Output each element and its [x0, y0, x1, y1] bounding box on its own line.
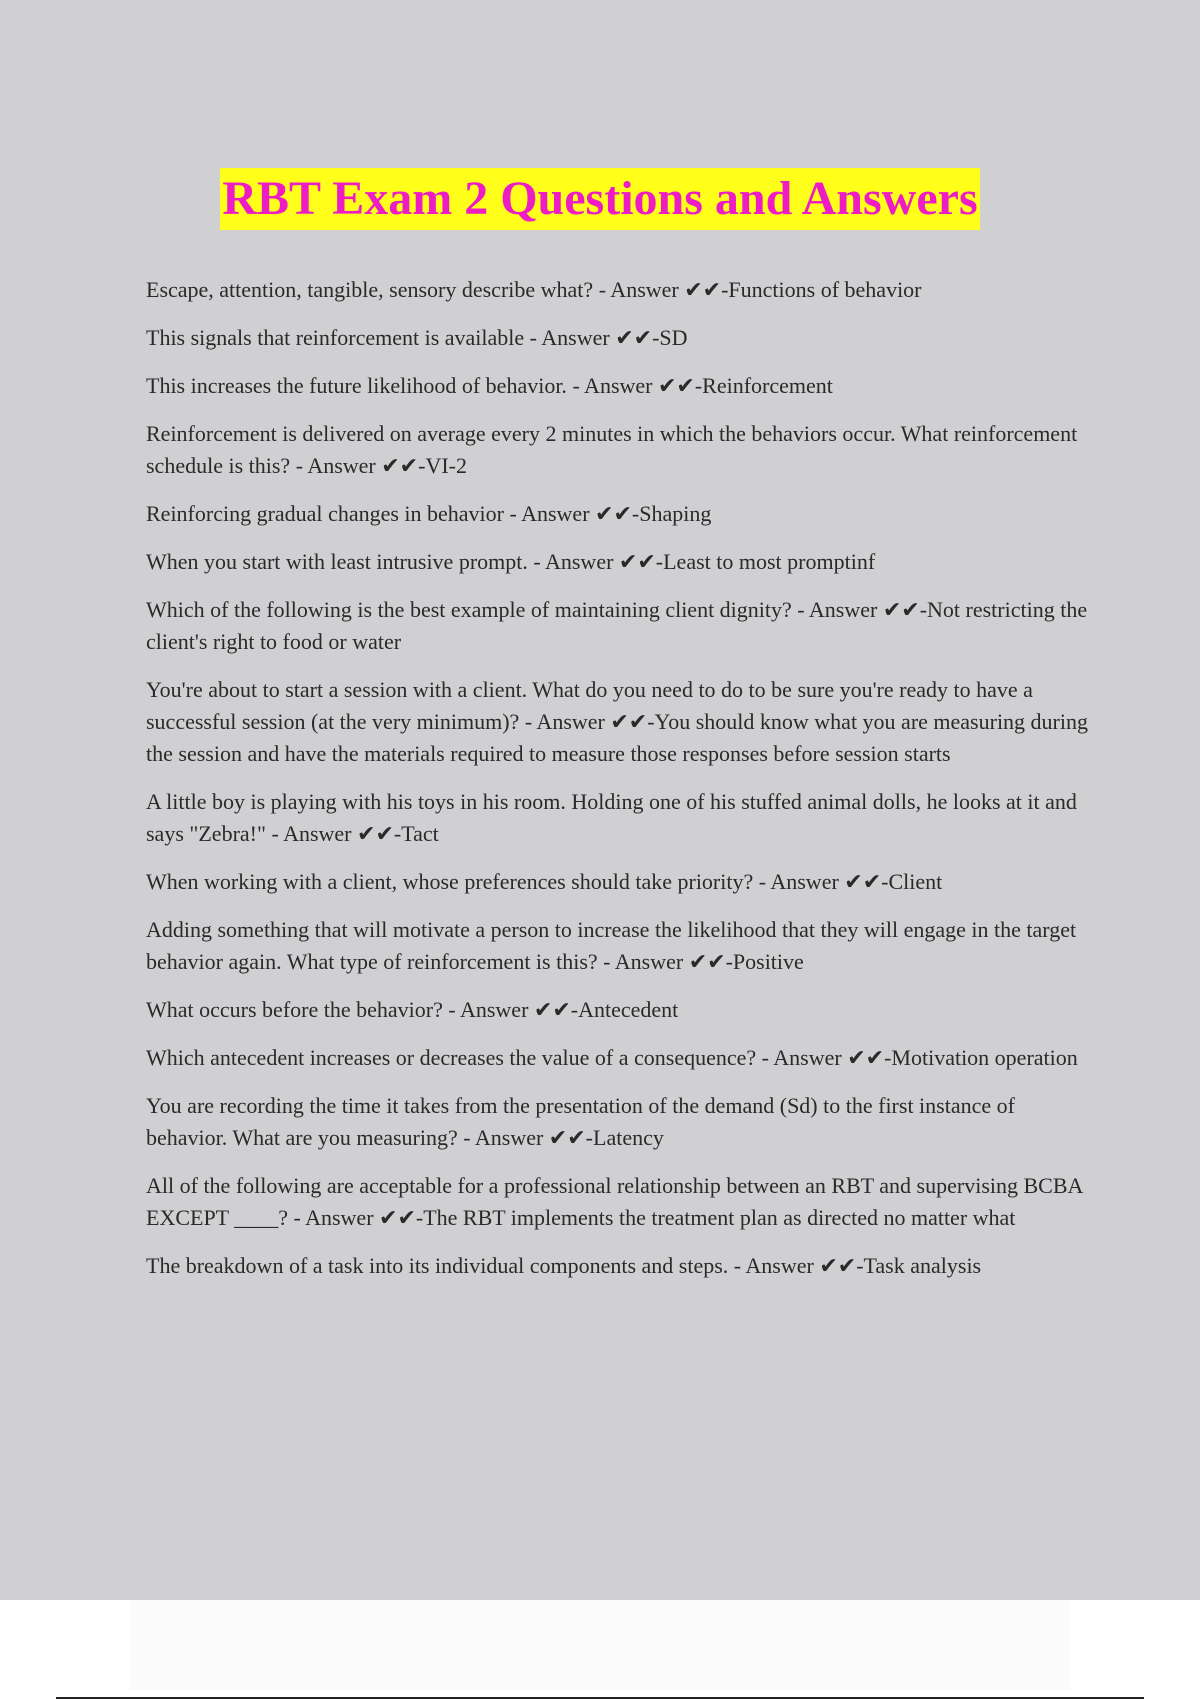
question-text: You are recording the time it takes from the presentation of the demand (Sd) to the first instance of behavior. What are you measuring?: [146, 1093, 1015, 1150]
question-text: Escape, attention, tangible, sensory describe what?: [146, 277, 594, 302]
answer-text: Functions of behavior: [728, 277, 922, 302]
question-text: A little boy is playing with his toys in his room. Holding one of his stuffed animal dolls, he looks at it and says "Zebra!": [146, 789, 1077, 846]
question-text: Adding something that will motivate a person to increase the likelihood that they will engage in the target behavior again. What type of reinforcement is this?: [146, 917, 1077, 974]
bottom-rule: [56, 1697, 1144, 1699]
answer-marker: - Answer ✔✔-: [753, 869, 889, 894]
answer-text: SD: [659, 325, 688, 350]
question-text: This signals that reinforcement is available: [146, 325, 525, 350]
qa-item: [146, 1170, 1096, 1234]
qa-item: [146, 994, 1096, 1026]
qa-item: [146, 322, 1096, 354]
answer-text: Not restricting the client's right to food or water: [146, 597, 1088, 654]
question-text: This increases the future likelihood of behavior.: [146, 373, 567, 398]
answer-text: Tact: [401, 821, 439, 846]
question-text: Which of the following is the best example of maintaining client dignity?: [146, 597, 792, 622]
answer-marker: - Answer ✔✔-: [791, 597, 928, 622]
qa-item: [146, 674, 1096, 770]
answer-text: VI-2: [425, 453, 467, 478]
answer-text: The RBT implements the treatment plan as directed no matter what: [423, 1205, 1016, 1230]
answer-marker: - Answer ✔✔-: [290, 453, 426, 478]
answer-marker: - Answer ✔✔-: [597, 949, 733, 974]
answer-marker: - Answer ✔✔-: [442, 997, 579, 1022]
answer-text: Task analysis: [863, 1253, 982, 1278]
answer-marker: - Answer ✔✔-: [756, 1045, 892, 1070]
answer-text: Client: [888, 869, 943, 894]
answer-marker: - Answer ✔✔-: [503, 501, 640, 526]
question-text: Which antecedent increases or decreases the value of a consequence?: [146, 1045, 757, 1070]
question-text: You're about to start a session with a client. What do you need to do to be sure you're ready to have a successful session (at the very minimum)?: [146, 677, 1033, 734]
question-text: When you start with least intrusive prompt.: [146, 549, 528, 574]
qa-item: [146, 786, 1096, 850]
answer-text: You should know what you are measuring during the session and have the materials required to measure those responses before session starts: [146, 709, 1088, 766]
qa-item: [146, 418, 1096, 482]
answer-marker: - Answer ✔✔-: [265, 821, 402, 846]
qa-list: [146, 274, 1096, 1282]
answer-text: Shaping: [639, 501, 712, 526]
question-text: The breakdown of a task into its individual components and steps.: [146, 1253, 729, 1278]
qa-item: [146, 498, 1096, 530]
answer-text: Antecedent: [578, 997, 679, 1022]
lower-page-band: [130, 1600, 1070, 1690]
answer-text: Reinforcement: [702, 373, 833, 398]
qa-item: [146, 1042, 1096, 1074]
question-text: What occurs before the behavior?: [146, 997, 443, 1022]
answer-marker: - Answer ✔✔-: [524, 325, 660, 350]
qa-item: [146, 546, 1096, 578]
title-wrapper: [0, 168, 1200, 230]
answer-marker: - Answer ✔✔-: [728, 1253, 864, 1278]
document-title: RBT Exam 2 Questions and Answers: [220, 168, 979, 230]
qa-item: [146, 274, 1096, 306]
qa-item: [146, 594, 1096, 658]
answer-text: Latency: [593, 1125, 664, 1150]
answer-marker: - Answer ✔✔-: [527, 549, 664, 574]
answer-text: Motivation operation: [891, 1045, 1078, 1070]
question-text: When working with a client, whose preferences should take priority?: [146, 869, 754, 894]
answer-marker: - Answer ✔✔-: [457, 1125, 593, 1150]
answer-marker: - Answer ✔✔-: [593, 277, 729, 302]
question-text: Reinforcing gradual changes in behavior: [146, 501, 504, 526]
qa-item: [146, 1250, 1096, 1282]
qa-item: [146, 370, 1096, 402]
qa-item: [146, 1090, 1096, 1154]
qa-item: [146, 914, 1096, 978]
question-text: All of the following are acceptable for a professional relationship between an RBT and supervising BCBA EXCEPT ____?: [146, 1173, 1083, 1230]
answer-text: Positive: [732, 949, 804, 974]
answer-marker: - Answer ✔✔-: [566, 373, 703, 398]
question-text: Reinforcement is delivered on average every 2 minutes in which the behaviors occur. What reinforcement schedule is this?: [146, 421, 1078, 478]
answer-marker: - Answer ✔✔-: [287, 1205, 424, 1230]
answer-marker: - Answer ✔✔-: [519, 709, 655, 734]
answer-text: Least to most promptinf: [663, 549, 876, 574]
qa-item: [146, 866, 1096, 898]
